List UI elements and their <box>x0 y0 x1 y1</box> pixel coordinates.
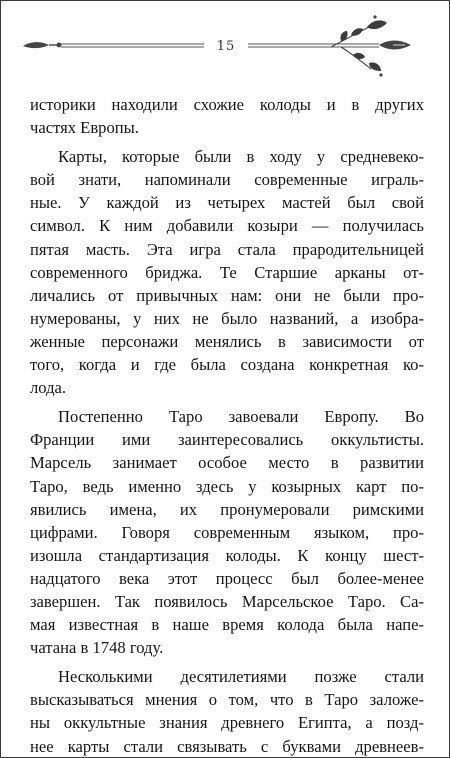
text-line: высказываться мнения о том, что в Таро заложе- <box>30 690 424 710</box>
text-line: Карты, которые были в ходу у средневеко- <box>58 147 424 167</box>
page-number: 15 <box>216 39 236 54</box>
text-line: Таро, ведь именно здесь у козырных карт по- <box>30 476 424 496</box>
text-line: нумерованы, у них не было названий, а изобра- <box>30 308 424 328</box>
text-line: ны оккультные знания древнего Египта, а позд- <box>30 713 424 733</box>
paragraph <box>30 93 424 139</box>
text-line: историки находили схожие колоды и в других <box>30 95 424 114</box>
text-line: современного бриджа. Те Старшие арканы от- <box>30 262 424 282</box>
text-line: лода. <box>30 378 67 398</box>
text-line: надцатого века этот процесс был более-менее <box>30 568 424 588</box>
text-line: того, когда и где была создана конкретная ко- <box>30 355 424 375</box>
text-line: явились имена, их пронумеровали римскими <box>30 499 424 519</box>
page-body-text <box>30 93 424 758</box>
text-line: пятая масть. Эта игра стала прародительницей <box>30 239 424 259</box>
text-line: нее карты стали связывать с буквами древнеев- <box>30 736 424 756</box>
text-line: частях Европы. <box>30 118 139 138</box>
text-line: вой знати, напоминали современные играль- <box>30 170 424 190</box>
page-header-ornament <box>1 1 450 81</box>
text-line: изошла стандартизация колоды. К концу шест- <box>30 545 424 565</box>
text-line: Марсель занимает особое место в развитии <box>30 453 424 473</box>
text-line: завершен. Так появилось Марсельское Таро. Са- <box>30 591 424 611</box>
text-line: мая известная в наше время колода была напе- <box>30 615 424 635</box>
text-line: ные. У каждой из четырех мастей был свой <box>30 193 424 213</box>
text-line: чатана в 1748 году. <box>30 638 164 658</box>
text-line: личались от привычных нам: они не были про- <box>30 285 424 305</box>
paragraph <box>30 405 424 659</box>
text-line: Несколькими десятилетиями позже стали <box>58 667 424 687</box>
text-line: символ. К ним добавили козыри — получилась <box>30 216 424 236</box>
paragraph <box>30 665 424 757</box>
text-line: цифрами. Говоря современным языком, про- <box>30 522 424 542</box>
text-line: Постепенно Таро завоевали Европу. Во <box>58 407 424 427</box>
text-line: Франции ими заинтересовались оккультисты. <box>30 430 424 450</box>
text-line: женные персонажи менялись в зависимости от <box>30 331 424 351</box>
paragraph <box>30 145 424 399</box>
